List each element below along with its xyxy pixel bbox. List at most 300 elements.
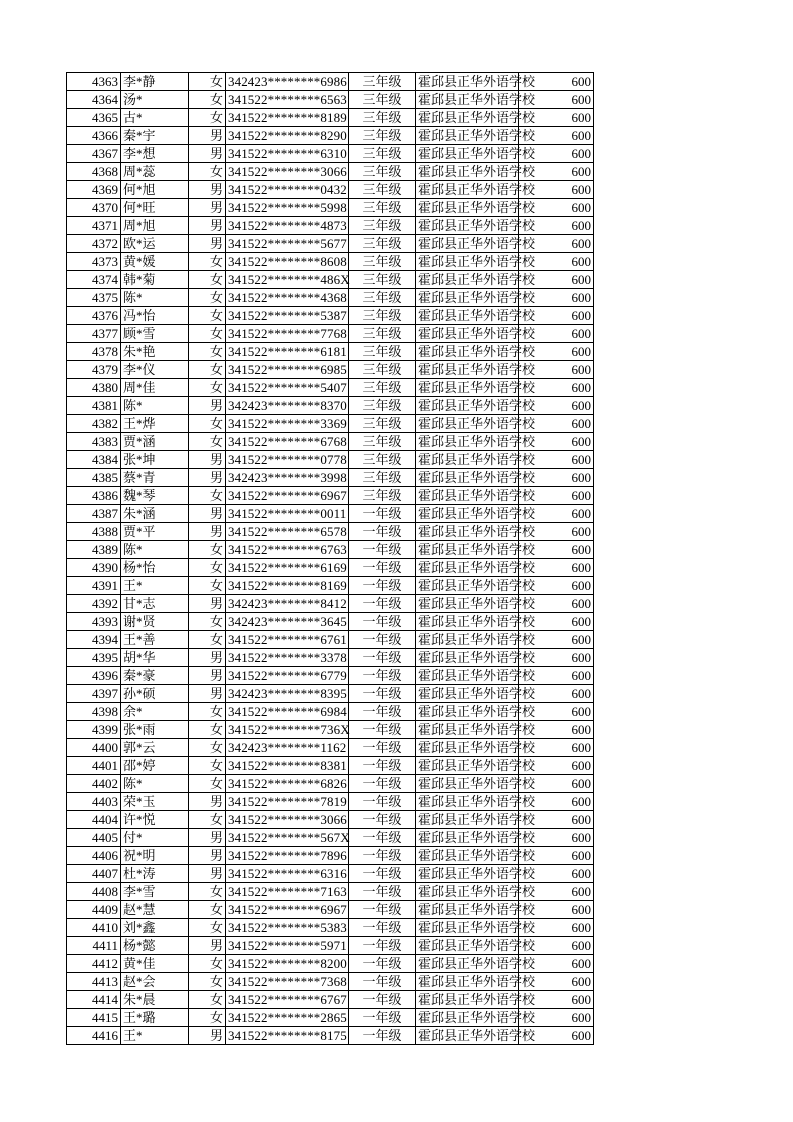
- amount-cell: 600: [519, 451, 594, 469]
- amount-cell: 600: [519, 721, 594, 739]
- id-number-cell: 342423********8370: [226, 397, 349, 415]
- amount-cell: 600: [519, 523, 594, 541]
- serial-number-cell: 4380: [67, 379, 121, 397]
- table-row: [67, 901, 594, 919]
- gender-cell: 男: [189, 937, 226, 955]
- amount-cell: 600: [519, 109, 594, 127]
- table-row: [67, 415, 594, 433]
- serial-number-cell: 4387: [67, 505, 121, 523]
- amount-cell: 600: [519, 487, 594, 505]
- school-cell: 霍邱县正华外语学校: [416, 775, 519, 793]
- table-row: [67, 937, 594, 955]
- grade-cell: 三年级: [349, 181, 416, 199]
- school-cell: 霍邱县正华外语学校: [416, 1027, 519, 1045]
- grade-cell: 三年级: [349, 397, 416, 415]
- serial-number-cell: 4378: [67, 343, 121, 361]
- table-row: [67, 505, 594, 523]
- school-cell: 霍邱县正华外语学校: [416, 145, 519, 163]
- grade-cell: 一年级: [349, 739, 416, 757]
- gender-cell: 女: [189, 253, 226, 271]
- student-name-cell: 王*善: [121, 631, 189, 649]
- gender-cell: 女: [189, 577, 226, 595]
- table-row: [67, 253, 594, 271]
- school-cell: 霍邱县正华外语学校: [416, 217, 519, 235]
- student-name-cell: 王*璐: [121, 1009, 189, 1027]
- school-cell: 霍邱县正华外语学校: [416, 991, 519, 1009]
- amount-cell: 600: [519, 919, 594, 937]
- amount-cell: 600: [519, 775, 594, 793]
- amount-cell: 600: [519, 235, 594, 253]
- grade-cell: 一年级: [349, 973, 416, 991]
- gender-cell: 女: [189, 973, 226, 991]
- table-row: [67, 397, 594, 415]
- student-name-cell: 胡*华: [121, 649, 189, 667]
- gender-cell: 女: [189, 955, 226, 973]
- gender-cell: 男: [189, 199, 226, 217]
- table-row: [67, 469, 594, 487]
- gender-cell: 女: [189, 631, 226, 649]
- grade-cell: 一年级: [349, 1027, 416, 1045]
- serial-number-cell: 4401: [67, 757, 121, 775]
- gender-cell: 男: [189, 865, 226, 883]
- student-name-cell: 李*仪: [121, 361, 189, 379]
- gender-cell: 男: [189, 793, 226, 811]
- amount-cell: 600: [519, 955, 594, 973]
- gender-cell: 女: [189, 289, 226, 307]
- student-name-cell: 赵*慧: [121, 901, 189, 919]
- gender-cell: 男: [189, 217, 226, 235]
- table-row: [67, 217, 594, 235]
- id-number-cell: 342423********3645: [226, 613, 349, 631]
- student-name-cell: 余*: [121, 703, 189, 721]
- gender-cell: 女: [189, 991, 226, 1009]
- serial-number-cell: 4406: [67, 847, 121, 865]
- table-row: [67, 577, 594, 595]
- grade-cell: 一年级: [349, 577, 416, 595]
- amount-cell: 600: [519, 649, 594, 667]
- serial-number-cell: 4414: [67, 991, 121, 1009]
- id-number-cell: 342423********8395: [226, 685, 349, 703]
- id-number-cell: 341522********4368: [226, 289, 349, 307]
- gender-cell: 女: [189, 703, 226, 721]
- amount-cell: 600: [519, 253, 594, 271]
- serial-number-cell: 4364: [67, 91, 121, 109]
- id-number-cell: 341522********486X: [226, 271, 349, 289]
- id-number-cell: 341522********3066: [226, 163, 349, 181]
- serial-number-cell: 4386: [67, 487, 121, 505]
- grade-cell: 一年级: [349, 595, 416, 613]
- table-row: [67, 613, 594, 631]
- serial-number-cell: 4365: [67, 109, 121, 127]
- student-name-cell: 顾*雪: [121, 325, 189, 343]
- id-number-cell: 341522********567X: [226, 829, 349, 847]
- table-row: [67, 865, 594, 883]
- table-row: [67, 109, 594, 127]
- gender-cell: 女: [189, 487, 226, 505]
- serial-number-cell: 4390: [67, 559, 121, 577]
- student-name-cell: 陈*: [121, 289, 189, 307]
- id-number-cell: 341522********8189: [226, 109, 349, 127]
- student-name-cell: 祝*明: [121, 847, 189, 865]
- table-row: [67, 271, 594, 289]
- table-row: [67, 811, 594, 829]
- grade-cell: 三年级: [349, 433, 416, 451]
- id-number-cell: 342423********6986: [226, 73, 349, 91]
- school-cell: 霍邱县正华外语学校: [416, 487, 519, 505]
- amount-cell: 600: [519, 163, 594, 181]
- student-name-cell: 朱*涵: [121, 505, 189, 523]
- amount-cell: 600: [519, 199, 594, 217]
- serial-number-cell: 4376: [67, 307, 121, 325]
- gender-cell: 男: [189, 649, 226, 667]
- serial-number-cell: 4363: [67, 73, 121, 91]
- table-row: [67, 289, 594, 307]
- student-name-cell: 陈*: [121, 775, 189, 793]
- gender-cell: 男: [189, 505, 226, 523]
- grade-cell: 一年级: [349, 613, 416, 631]
- grade-cell: 三年级: [349, 325, 416, 343]
- school-cell: 霍邱县正华外语学校: [416, 595, 519, 613]
- serial-number-cell: 4388: [67, 523, 121, 541]
- student-name-cell: 王*: [121, 577, 189, 595]
- amount-cell: 600: [519, 217, 594, 235]
- id-number-cell: 341522********5998: [226, 199, 349, 217]
- student-name-cell: 蔡*青: [121, 469, 189, 487]
- school-cell: 霍邱县正华外语学校: [416, 1009, 519, 1027]
- serial-number-cell: 4400: [67, 739, 121, 757]
- amount-cell: 600: [519, 631, 594, 649]
- student-name-cell: 陈*: [121, 541, 189, 559]
- grade-cell: 三年级: [349, 361, 416, 379]
- amount-cell: 600: [519, 343, 594, 361]
- grade-cell: 一年级: [349, 1009, 416, 1027]
- serial-number-cell: 4382: [67, 415, 121, 433]
- amount-cell: 600: [519, 325, 594, 343]
- id-number-cell: 341522********3378: [226, 649, 349, 667]
- gender-cell: 女: [189, 271, 226, 289]
- id-number-cell: 341522********8169: [226, 577, 349, 595]
- serial-number-cell: 4410: [67, 919, 121, 937]
- serial-number-cell: 4371: [67, 217, 121, 235]
- school-cell: 霍邱县正华外语学校: [416, 91, 519, 109]
- grade-cell: 三年级: [349, 127, 416, 145]
- gender-cell: 男: [189, 397, 226, 415]
- amount-cell: 600: [519, 685, 594, 703]
- table-row: [67, 991, 594, 1009]
- table-row: [67, 973, 594, 991]
- table-row: [67, 847, 594, 865]
- amount-cell: 600: [519, 829, 594, 847]
- student-name-cell: 付*: [121, 829, 189, 847]
- amount-cell: 600: [519, 739, 594, 757]
- id-number-cell: 341522********0432: [226, 181, 349, 199]
- student-name-cell: 杨*怡: [121, 559, 189, 577]
- serial-number-cell: 4381: [67, 397, 121, 415]
- serial-number-cell: 4411: [67, 937, 121, 955]
- amount-cell: 600: [519, 703, 594, 721]
- school-cell: 霍邱县正华外语学校: [416, 163, 519, 181]
- serial-number-cell: 4394: [67, 631, 121, 649]
- gender-cell: 女: [189, 1009, 226, 1027]
- grade-cell: 三年级: [349, 379, 416, 397]
- id-number-cell: 341522********2865: [226, 1009, 349, 1027]
- school-cell: 霍邱县正华外语学校: [416, 181, 519, 199]
- amount-cell: 600: [519, 1009, 594, 1027]
- student-name-cell: 许*悦: [121, 811, 189, 829]
- gender-cell: 男: [189, 451, 226, 469]
- grade-cell: 三年级: [349, 235, 416, 253]
- table-row: [67, 91, 594, 109]
- school-cell: 霍邱县正华外语学校: [416, 307, 519, 325]
- table-row: [67, 379, 594, 397]
- table-row: [67, 235, 594, 253]
- student-name-cell: 杨*懿: [121, 937, 189, 955]
- grade-cell: 三年级: [349, 145, 416, 163]
- table-row: [67, 541, 594, 559]
- amount-cell: 600: [519, 937, 594, 955]
- school-cell: 霍邱县正华外语学校: [416, 613, 519, 631]
- gender-cell: 女: [189, 739, 226, 757]
- school-cell: 霍邱县正华外语学校: [416, 127, 519, 145]
- school-cell: 霍邱县正华外语学校: [416, 631, 519, 649]
- amount-cell: 600: [519, 397, 594, 415]
- grade-cell: 一年级: [349, 649, 416, 667]
- school-cell: 霍邱县正华外语学校: [416, 937, 519, 955]
- table-row: [67, 793, 594, 811]
- serial-number-cell: 4408: [67, 883, 121, 901]
- table-row: [67, 73, 594, 91]
- grade-cell: 一年级: [349, 559, 416, 577]
- id-number-cell: 341522********8608: [226, 253, 349, 271]
- student-name-cell: 韩*菊: [121, 271, 189, 289]
- table-row: [67, 307, 594, 325]
- id-number-cell: 341522********736X: [226, 721, 349, 739]
- amount-cell: 600: [519, 145, 594, 163]
- student-name-cell: 孙*硕: [121, 685, 189, 703]
- serial-number-cell: 4379: [67, 361, 121, 379]
- serial-number-cell: 4391: [67, 577, 121, 595]
- student-name-cell: 杜*涛: [121, 865, 189, 883]
- table-row: [67, 595, 594, 613]
- id-number-cell: 341522********6779: [226, 667, 349, 685]
- school-cell: 霍邱县正华外语学校: [416, 523, 519, 541]
- id-number-cell: 341522********5383: [226, 919, 349, 937]
- table-row: [67, 325, 594, 343]
- table-row: [67, 739, 594, 757]
- table-row: [67, 703, 594, 721]
- serial-number-cell: 4402: [67, 775, 121, 793]
- id-number-cell: 341522********6316: [226, 865, 349, 883]
- student-name-cell: 周*旭: [121, 217, 189, 235]
- id-number-cell: 342423********1162: [226, 739, 349, 757]
- id-number-cell: 341522********7819: [226, 793, 349, 811]
- id-number-cell: 341522********6169: [226, 559, 349, 577]
- table-row: [67, 667, 594, 685]
- school-cell: 霍邱县正华外语学校: [416, 721, 519, 739]
- id-number-cell: 341522********8200: [226, 955, 349, 973]
- gender-cell: 男: [189, 145, 226, 163]
- gender-cell: 女: [189, 163, 226, 181]
- school-cell: 霍邱县正华外语学校: [416, 235, 519, 253]
- student-name-cell: 何*旺: [121, 199, 189, 217]
- id-number-cell: 341522********7368: [226, 973, 349, 991]
- student-name-cell: 贾*平: [121, 523, 189, 541]
- id-number-cell: 342423********8412: [226, 595, 349, 613]
- serial-number-cell: 4374: [67, 271, 121, 289]
- gender-cell: 男: [189, 847, 226, 865]
- id-number-cell: 341522********0011: [226, 505, 349, 523]
- gender-cell: 女: [189, 361, 226, 379]
- amount-cell: 600: [519, 307, 594, 325]
- school-cell: 霍邱县正华外语学校: [416, 361, 519, 379]
- amount-cell: 600: [519, 883, 594, 901]
- id-number-cell: 341522********6967: [226, 901, 349, 919]
- school-cell: 霍邱县正华外语学校: [416, 415, 519, 433]
- amount-cell: 600: [519, 811, 594, 829]
- id-number-cell: 342423********3998: [226, 469, 349, 487]
- student-name-cell: 何*旭: [121, 181, 189, 199]
- gender-cell: 女: [189, 91, 226, 109]
- grade-cell: 三年级: [349, 343, 416, 361]
- table-row: [67, 523, 594, 541]
- serial-number-cell: 4416: [67, 1027, 121, 1045]
- gender-cell: 女: [189, 721, 226, 739]
- grade-cell: 一年级: [349, 991, 416, 1009]
- grade-cell: 三年级: [349, 163, 416, 181]
- serial-number-cell: 4372: [67, 235, 121, 253]
- school-cell: 霍邱县正华外语学校: [416, 325, 519, 343]
- amount-cell: 600: [519, 793, 594, 811]
- serial-number-cell: 4369: [67, 181, 121, 199]
- grade-cell: 一年级: [349, 883, 416, 901]
- table-row: [67, 1009, 594, 1027]
- amount-cell: 600: [519, 361, 594, 379]
- student-name-cell: 陈*: [121, 397, 189, 415]
- student-name-cell: 周*蕊: [121, 163, 189, 181]
- grade-cell: 一年级: [349, 667, 416, 685]
- table-row: [67, 631, 594, 649]
- id-number-cell: 341522********8381: [226, 757, 349, 775]
- id-number-cell: 341522********4873: [226, 217, 349, 235]
- gender-cell: 女: [189, 415, 226, 433]
- school-cell: 霍邱县正华外语学校: [416, 433, 519, 451]
- gender-cell: 女: [189, 559, 226, 577]
- table-row: [67, 955, 594, 973]
- gender-cell: 女: [189, 343, 226, 361]
- student-name-cell: 周*佳: [121, 379, 189, 397]
- student-name-cell: 贾*涵: [121, 433, 189, 451]
- student-name-cell: 谢*贤: [121, 613, 189, 631]
- amount-cell: 600: [519, 901, 594, 919]
- serial-number-cell: 4404: [67, 811, 121, 829]
- school-cell: 霍邱县正华外语学校: [416, 271, 519, 289]
- serial-number-cell: 4409: [67, 901, 121, 919]
- serial-number-cell: 4383: [67, 433, 121, 451]
- school-cell: 霍邱县正华外语学校: [416, 739, 519, 757]
- school-cell: 霍邱县正华外语学校: [416, 505, 519, 523]
- amount-cell: 600: [519, 613, 594, 631]
- school-cell: 霍邱县正华外语学校: [416, 109, 519, 127]
- grade-cell: 一年级: [349, 955, 416, 973]
- gender-cell: 女: [189, 379, 226, 397]
- student-name-cell: 荣*玉: [121, 793, 189, 811]
- grade-cell: 三年级: [349, 307, 416, 325]
- serial-number-cell: 4415: [67, 1009, 121, 1027]
- serial-number-cell: 4377: [67, 325, 121, 343]
- id-number-cell: 341522********6761: [226, 631, 349, 649]
- amount-cell: 600: [519, 505, 594, 523]
- serial-number-cell: 4373: [67, 253, 121, 271]
- gender-cell: 女: [189, 883, 226, 901]
- serial-number-cell: 4393: [67, 613, 121, 631]
- school-cell: 霍邱县正华外语学校: [416, 973, 519, 991]
- serial-number-cell: 4368: [67, 163, 121, 181]
- school-cell: 霍邱县正华外语学校: [416, 919, 519, 937]
- school-cell: 霍邱县正华外语学校: [416, 649, 519, 667]
- student-name-cell: 王*烨: [121, 415, 189, 433]
- grade-cell: 三年级: [349, 199, 416, 217]
- id-number-cell: 341522********6578: [226, 523, 349, 541]
- grade-cell: 三年级: [349, 253, 416, 271]
- id-number-cell: 341522********6984: [226, 703, 349, 721]
- amount-cell: 600: [519, 289, 594, 307]
- id-number-cell: 341522********5971: [226, 937, 349, 955]
- gender-cell: 男: [189, 127, 226, 145]
- id-number-cell: 341522********6826: [226, 775, 349, 793]
- serial-number-cell: 4384: [67, 451, 121, 469]
- amount-cell: 600: [519, 847, 594, 865]
- serial-number-cell: 4399: [67, 721, 121, 739]
- serial-number-cell: 4395: [67, 649, 121, 667]
- grade-cell: 一年级: [349, 865, 416, 883]
- school-cell: 霍邱县正华外语学校: [416, 559, 519, 577]
- id-number-cell: 341522********8290: [226, 127, 349, 145]
- gender-cell: 男: [189, 1027, 226, 1045]
- gender-cell: 女: [189, 901, 226, 919]
- school-cell: 霍邱县正华外语学校: [416, 901, 519, 919]
- student-name-cell: 甘*志: [121, 595, 189, 613]
- student-name-cell: 黄*媛: [121, 253, 189, 271]
- grade-cell: 一年级: [349, 919, 416, 937]
- table-row: [67, 451, 594, 469]
- student-name-cell: 秦*宇: [121, 127, 189, 145]
- serial-number-cell: 4398: [67, 703, 121, 721]
- id-number-cell: 341522********6563: [226, 91, 349, 109]
- grade-cell: 一年级: [349, 505, 416, 523]
- gender-cell: 男: [189, 667, 226, 685]
- serial-number-cell: 4405: [67, 829, 121, 847]
- school-cell: 霍邱县正华外语学校: [416, 199, 519, 217]
- grade-cell: 三年级: [349, 469, 416, 487]
- gender-cell: 女: [189, 541, 226, 559]
- school-cell: 霍邱县正华外语学校: [416, 829, 519, 847]
- amount-cell: 600: [519, 973, 594, 991]
- serial-number-cell: 4370: [67, 199, 121, 217]
- serial-number-cell: 4397: [67, 685, 121, 703]
- grade-cell: 一年级: [349, 541, 416, 559]
- school-cell: 霍邱县正华外语学校: [416, 703, 519, 721]
- grade-cell: 三年级: [349, 217, 416, 235]
- id-number-cell: 341522********6181: [226, 343, 349, 361]
- amount-cell: 600: [519, 469, 594, 487]
- student-name-cell: 赵*会: [121, 973, 189, 991]
- serial-number-cell: 4367: [67, 145, 121, 163]
- grade-cell: 一年级: [349, 829, 416, 847]
- school-cell: 霍邱县正华外语学校: [416, 685, 519, 703]
- grade-cell: 三年级: [349, 415, 416, 433]
- school-cell: 霍邱县正华外语学校: [416, 343, 519, 361]
- table-body: [67, 73, 594, 1045]
